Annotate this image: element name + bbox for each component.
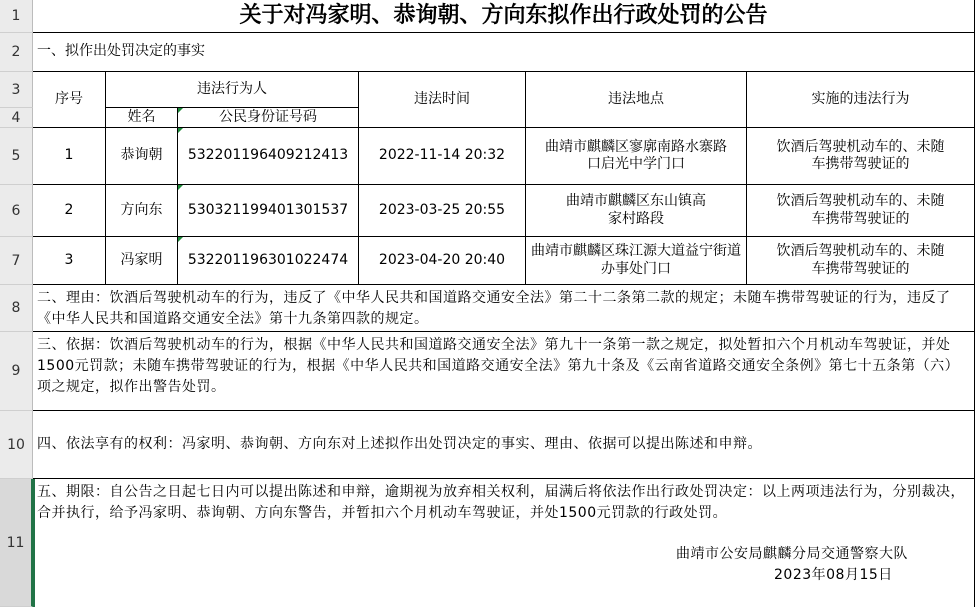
- row3-act[interactable]: 饮酒后驾驶机动车的、未随车携带驾驶证的: [747, 237, 975, 285]
- header-id[interactable]: 公民身份证号码: [178, 108, 359, 128]
- row-header-2[interactable]: 2: [0, 33, 33, 72]
- row-header-10[interactable]: 10: [0, 411, 33, 479]
- row2-seq[interactable]: 2: [33, 185, 106, 237]
- signature-date: 2023年08月15日: [774, 567, 893, 583]
- row-header-1[interactable]: 1: [0, 0, 33, 33]
- header-act[interactable]: 实施的违法行为: [747, 72, 975, 128]
- rights-paragraph[interactable]: 四、依法享有的权利：冯家明、恭询朝、方向东对上述拟作出处罚决定的事实、理由、依据可以提出陈述和申辩。: [33, 411, 975, 479]
- row2-id[interactable]: 530321199401301537: [178, 185, 359, 237]
- row3-seq[interactable]: 3: [33, 237, 106, 285]
- row2-time[interactable]: 2023-03-25 20:55: [359, 185, 526, 237]
- row-header-6[interactable]: 6: [0, 185, 33, 237]
- header-place[interactable]: 违法地点: [526, 72, 747, 128]
- row2-name[interactable]: 方向东: [106, 185, 178, 237]
- row1-name[interactable]: 恭询朝: [106, 128, 178, 185]
- row-header-8[interactable]: 8: [0, 285, 33, 332]
- row-header-9[interactable]: 9: [0, 332, 33, 411]
- header-offender[interactable]: 违法行为人: [106, 72, 359, 108]
- header-name[interactable]: 姓名: [106, 108, 178, 128]
- row-header-11[interactable]: 11: [0, 479, 33, 607]
- header-seq[interactable]: 序号: [33, 72, 106, 128]
- row-header-7[interactable]: 7: [0, 237, 33, 285]
- row3-place[interactable]: 曲靖市麒麟区珠江源大道益宁街道办事处门口: [526, 237, 747, 285]
- page-title[interactable]: 关于对冯家明、恭询朝、方向东拟作出行政处罚的公告: [33, 0, 975, 33]
- reason-paragraph[interactable]: 二、理由：饮酒后驾驶机动车的行为，违反了《中华人民共和国道路交通安全法》第二十二条第二款的规定；未随车携带驾驶证的行为，违反了《中华人民共和国道路交通安全法》第十九条第四款的规定。: [33, 285, 975, 332]
- row-header-3[interactable]: 3: [0, 72, 33, 108]
- signature-org: 曲靖市公安局麒麟分局交通警察大队: [676, 546, 908, 562]
- row3-time[interactable]: 2023-04-20 20:40: [359, 237, 526, 285]
- row1-act[interactable]: 饮酒后驾驶机动车的、未随车携带驾驶证的: [747, 128, 975, 185]
- row1-time[interactable]: 2022-11-14 20:32: [359, 128, 526, 185]
- selection-indicator: [33, 479, 35, 607]
- row1-place[interactable]: 曲靖市麒麟区寥廓南路水寨路口启光中学门口: [526, 128, 747, 185]
- row1-id[interactable]: 532201196409212413: [178, 128, 359, 185]
- row2-place[interactable]: 曲靖市麒麟区东山镇高家村路段: [526, 185, 747, 237]
- section-facts-heading[interactable]: 一、拟作出处罚决定的事实: [33, 33, 975, 72]
- basis-paragraph[interactable]: 三、依据：饮酒后驾驶机动车的行为，根据《中华人民共和国道路交通安全法》第九十一条第一款之规定，拟处暂扣六个月机动车驾驶证，并处1500元罚款；未随车携带驾驶证的行为，根据《中华人民共和国道路交通安全法》第九十条及《云南省道路交通安全条例》第七十五条第（六）项之规定，拟作出警告处罚。: [33, 332, 975, 411]
- header-time[interactable]: 违法时间: [359, 72, 526, 128]
- row2-act[interactable]: 饮酒后驾驶机动车的、未随车携带驾驶证的: [747, 185, 975, 237]
- row3-name[interactable]: 冯家明: [106, 237, 178, 285]
- deadline-paragraph: 五、期限：自公告之日起七日内可以提出陈述和申辩，逾期视为放弃相关权利，届满后将依法作出行政处罚决定：以上两项违法行为，分别裁决，合并执行，给予冯家明、恭询朝、方向东警告，并暂扣六个月机动车驾驶证，并处1500元罚款的行政处罚。: [37, 484, 965, 521]
- row-header-5[interactable]: 5: [0, 128, 33, 185]
- row1-seq[interactable]: 1: [33, 128, 106, 185]
- row-header-4[interactable]: 4: [0, 108, 33, 128]
- row3-id[interactable]: 532201196301022474: [178, 237, 359, 285]
